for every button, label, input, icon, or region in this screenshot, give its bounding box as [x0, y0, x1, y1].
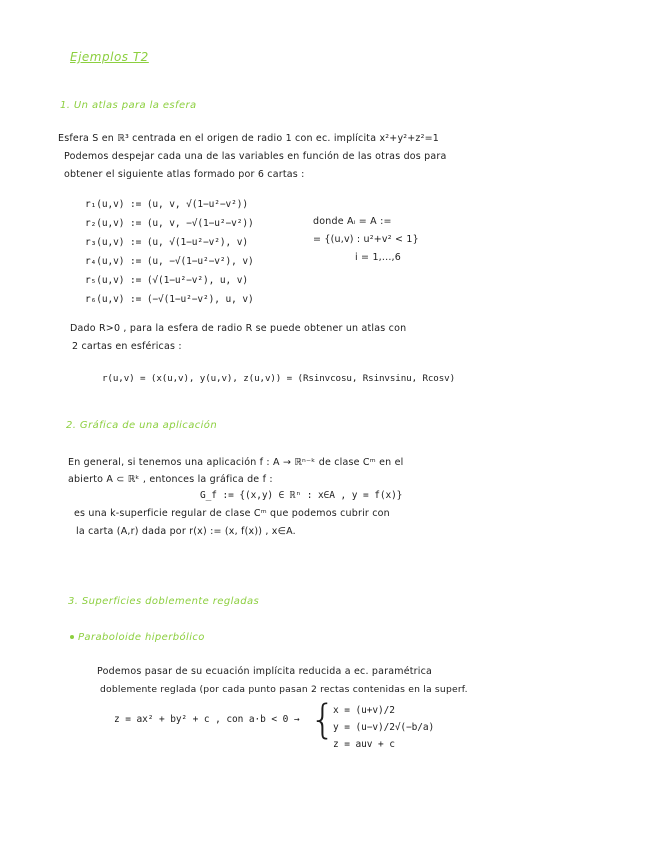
param-x: x = (u+v)/2 — [333, 705, 395, 716]
section-3-heading: 3. Superficies doblemente regladas — [68, 596, 260, 607]
s2-paragraph-line-2: abierto A ⊂ ℝᵏ , entonces la gráfica de f : — [68, 474, 273, 485]
s2-paragraph-line-3: es una k-superficie regular de clase Cᵐ que podemos cubrir con — [74, 508, 390, 519]
subsection-label: Paraboloide hiperbólico — [78, 632, 205, 643]
chart-r5: r₅(u,v) := (√(1−u²−v²), u, v) — [85, 275, 248, 286]
chart-r6: r₆(u,v) := (−√(1−u²−v²), u, v) — [85, 294, 254, 305]
domain-line-3: i = 1,...,6 — [355, 252, 402, 263]
spherical-parametrization: r(u,v) = (x(u,v), y(u,v), z(u,v)) = (Rsinvcosu, Rsinvsinu, Rcosv) — [102, 373, 456, 384]
s1-paragraph-line-2: Podemos despejar cada una de las variables en función de las otras dos para — [64, 151, 447, 162]
chart-r3: r₃(u,v) := (u, √(1−u²−v²), v) — [85, 237, 248, 248]
chart-r4: r₄(u,v) := (u, −√(1−u²−v²), v) — [85, 256, 254, 267]
implicit-equation: z = ax² + by² + c , con a·b < 0 → — [114, 714, 300, 725]
s2-paragraph-line-1: En general, si tenemos una aplicación f : A → ℝⁿ⁻ᵏ de clase Cᵐ en el — [68, 457, 404, 468]
chart-r1: r₁(u,v) := (u, v, √(1−u²−v²)) — [85, 199, 248, 210]
param-z: z = auv + c — [333, 739, 395, 750]
bullet-icon — [70, 635, 74, 639]
system-brace-icon: { — [310, 697, 336, 743]
s1-paragraph-line-5: 2 cartas en esféricas : — [72, 341, 182, 352]
s3-paragraph-line-2: doblemente reglada (por cada punto pasan 2 rectas contenidas en la superf. — [100, 684, 468, 695]
s2-paragraph-line-4: la carta (A,r) dada por r(x) := (x, f(x)) , x∈A. — [76, 526, 296, 537]
param-y: y = (u−v)/2√(−b/a) — [333, 722, 435, 733]
graph-definition: G_f := {(x,y) ∈ ℝⁿ : x∈A , y = f(x)} — [200, 490, 403, 501]
section-2-heading: 2. Gráfica de una aplicación — [66, 420, 218, 431]
subsection-heading — [70, 632, 205, 643]
chart-r2: r₂(u,v) := (u, v, −√(1−u²−v²)) — [85, 218, 254, 229]
s3-paragraph-line-1: Podemos pasar de su ecuación implícita reducida a ec. paramétrica — [97, 666, 433, 677]
section-1-heading: 1. Un atlas para la esfera — [60, 100, 197, 111]
s1-paragraph-line-1: Esfera S en ℝ³ centrada en el origen de radio 1 con ec. implícita x²+y²+z²=1 — [58, 133, 440, 144]
page-title: Ejemplos T2 — [70, 50, 149, 64]
s1-paragraph-line-4: Dado R>0 , para la esfera de radio R se puede obtener un atlas con — [70, 323, 407, 334]
s1-paragraph-line-3: obtener el siguiente atlas formado por 6 cartas : — [64, 169, 305, 180]
domain-line-1: donde Aᵢ = A := — [313, 216, 392, 227]
domain-line-2: = {(u,v) : u²+v² < 1} — [313, 234, 419, 245]
